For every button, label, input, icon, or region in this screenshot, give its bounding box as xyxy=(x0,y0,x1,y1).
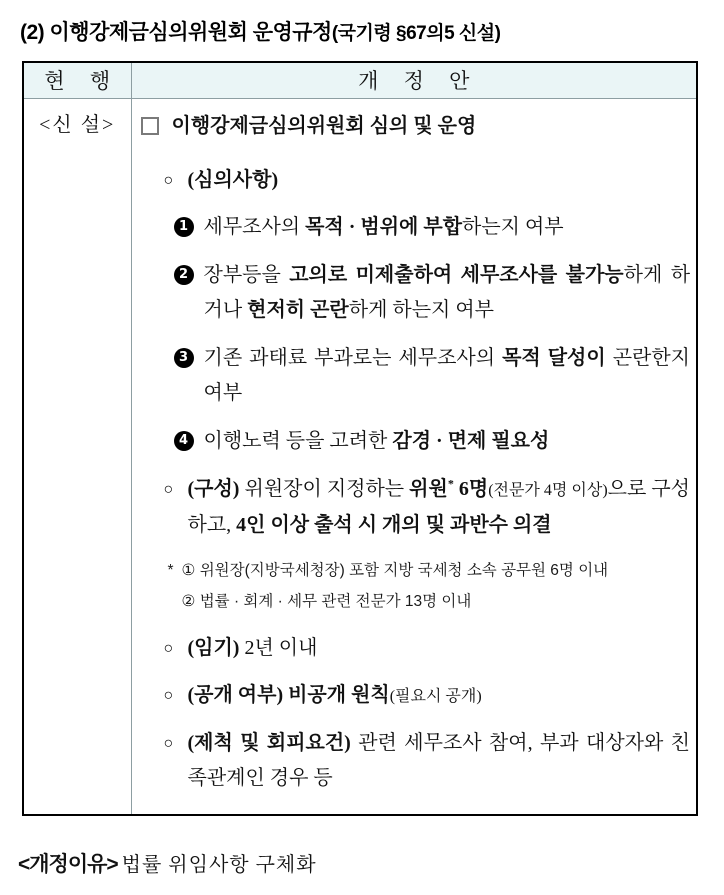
heading-text: 이행강제금심의위원회 심의 및 운영 xyxy=(171,114,477,137)
review-matters-label: (심의사항) xyxy=(187,168,279,191)
revision-reason xyxy=(18,848,724,878)
list-item-composition xyxy=(164,472,691,543)
circle-bullet-icon: ○ xyxy=(163,639,174,657)
revision-heading xyxy=(140,109,691,144)
exclusion-text: (제척 및 회피요건) 관련 세무조사 참여, 부과 대상자와 친족관계인 경우 등 xyxy=(187,731,690,789)
current-cell xyxy=(23,98,131,815)
circle-bullet-icon: ○ xyxy=(163,480,174,498)
column-header-revised: 개 정 안 xyxy=(131,62,697,98)
revision-reason-text: 법률 위임사항 구체화 xyxy=(121,853,317,876)
composition-footnote xyxy=(168,555,691,617)
criterion-1 xyxy=(174,210,691,245)
criterion-4 xyxy=(174,424,691,459)
revision-comparison-table xyxy=(22,61,698,816)
footnote-lines xyxy=(182,555,691,617)
filled-circled-3-icon: 3 xyxy=(174,348,194,368)
list-item-review-matters xyxy=(164,163,691,198)
filled-circled-4-icon: 4 xyxy=(174,431,194,451)
filled-circled-1-icon: 1 xyxy=(174,217,194,237)
square-bullet-icon xyxy=(141,117,159,135)
criterion-1-text: 세무조사의 목적 · 범위에 부합하는지 여부 xyxy=(203,215,564,238)
term-text: (임기) 2년 이내 xyxy=(187,636,318,659)
filled-circled-2-icon: 2 xyxy=(174,265,194,285)
title-sub: (국기령 §67의5 신설) xyxy=(331,23,501,44)
circle-bullet-icon: ○ xyxy=(163,734,174,752)
list-item-exclusion xyxy=(164,726,691,796)
revision-reason-label: <개정이유> xyxy=(18,852,118,876)
list-item-disclosure xyxy=(164,678,691,714)
criterion-3-text: 기존 과태료 부과로는 세무조사의 목적 달성이 곤란한지 여부 xyxy=(203,346,691,404)
circle-bullet-icon: ○ xyxy=(163,171,174,189)
criterion-2 xyxy=(174,258,691,328)
table-body-row xyxy=(23,98,697,815)
new-establishment-label: <신 설> xyxy=(39,113,116,136)
list-item-term xyxy=(164,631,691,666)
column-header-current: 현 행 xyxy=(23,62,131,98)
title-main: (2) 이행강제금심의위원회 운영규정 xyxy=(20,21,332,44)
composition-text: (구성) 위원장이 지정하는 위원* 6명(전문가 4명 이상)으로 구성하고, 4인 이상 출석 시 개의 및 과반수 의결 xyxy=(187,475,690,536)
footnote-asterisk: * xyxy=(447,475,454,490)
criterion-2-text: 장부등을 고의로 미제출하여 세무조사를 불가능하게 하거나 현저히 곤란하게 하는지 여부 xyxy=(203,263,691,321)
revised-cell xyxy=(131,98,697,815)
disclosure-text: (공개 여부) 비공개 원칙(필요시 공개) xyxy=(187,683,482,706)
footnote-line-1: ① 위원장(지방국세청장) 포함 지방 국세청 소속 공무원 6명 이내 xyxy=(181,561,609,579)
criterion-4-text: 이행노력 등을 고려한 감경 · 면제 필요성 xyxy=(203,429,550,452)
document-title xyxy=(0,12,724,46)
footnote-line-2: ② 법률 · 회계 · 세무 관련 전문가 13명 이내 xyxy=(181,592,472,610)
footnote-star-marker: * xyxy=(167,561,174,579)
table-header-row xyxy=(23,62,697,98)
criterion-3 xyxy=(174,341,691,411)
circle-bullet-icon: ○ xyxy=(163,686,174,704)
